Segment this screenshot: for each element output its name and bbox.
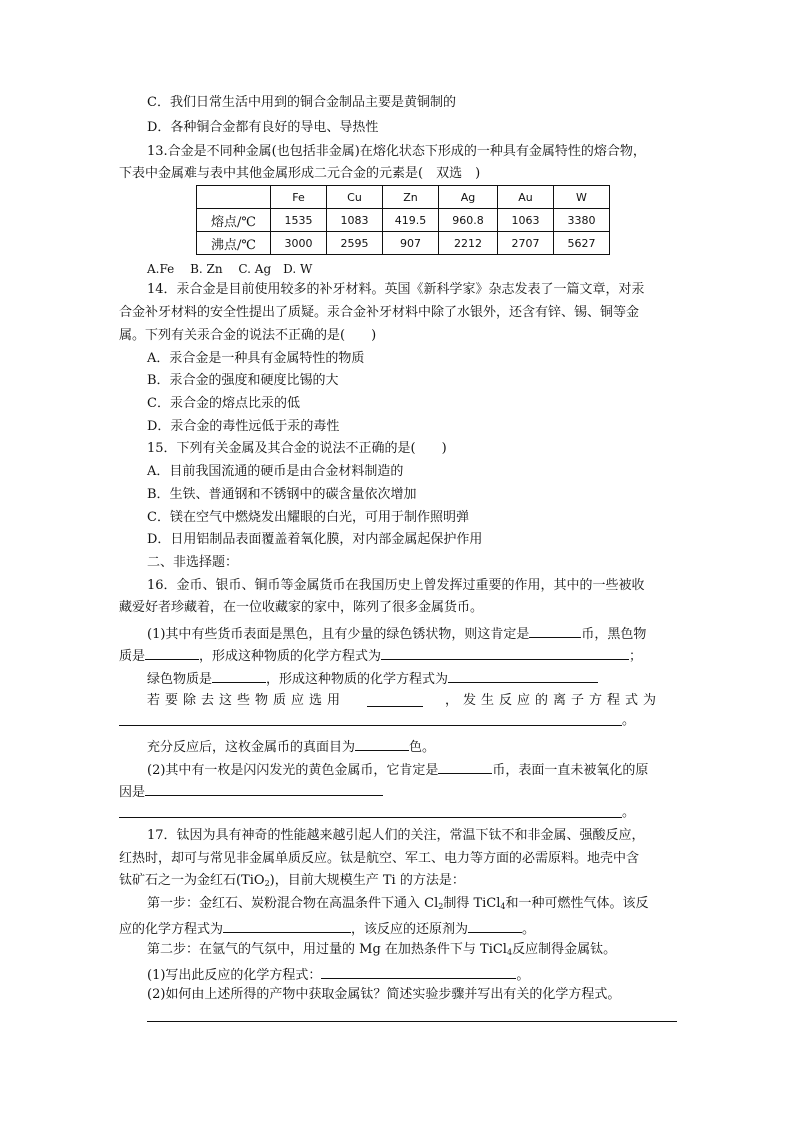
line-end-period: 。 bbox=[622, 713, 636, 728]
answer-blank[interactable] bbox=[355, 736, 409, 751]
text-span: 色。 bbox=[409, 740, 436, 755]
answer-blank[interactable] bbox=[438, 759, 492, 774]
table-row bbox=[197, 232, 610, 255]
text-span: 因是 bbox=[119, 785, 146, 800]
q17-step1-line2 bbox=[119, 918, 535, 939]
text-span: 钛矿石之一为金红石(TiO bbox=[119, 873, 265, 888]
answer-blank[interactable] bbox=[448, 668, 598, 683]
q14-stem-line3: 属。下列有关汞合金的说法不正确的是( ) bbox=[119, 328, 377, 343]
q16-part1-line6 bbox=[147, 736, 435, 757]
row-label-boiling-point: 沸点/℃ bbox=[197, 232, 271, 255]
q13-options: A.Fe B. Zn C. Ag D. W bbox=[147, 262, 313, 276]
q16-stem-line1: 16．金币、银币、铜币等金属货币在我国历史上曾发挥过重要的作用，其中的一些被收 bbox=[147, 578, 645, 593]
table-header-cell: W bbox=[554, 186, 610, 209]
answer-blank[interactable] bbox=[468, 918, 522, 933]
text-span: 应的化学方程式为 bbox=[119, 922, 224, 937]
q17-part2: (2)如何由上述所得的产物中获取金属钛？简述实验步骤并写出有关的化学方程式。 bbox=[147, 987, 621, 1002]
table-header-cell: Cu bbox=[327, 186, 383, 209]
text-span: (1)写出此反应的化学方程式： bbox=[147, 968, 322, 983]
q14-option-b: B．汞合金的强度和硬度比锡的大 bbox=[147, 373, 339, 388]
q13-stem-line2: 下表中金属难与表中其他金属形成二元合金的元素是( 双选 ) bbox=[119, 166, 481, 181]
table-cell: 1535 bbox=[271, 209, 327, 232]
melting-boiling-table bbox=[196, 185, 610, 255]
row-label-melting-point: 熔点/℃ bbox=[197, 209, 271, 232]
answer-blank[interactable] bbox=[223, 918, 351, 933]
answer-blank[interactable] bbox=[212, 668, 266, 683]
q15-option-c: C．镁在空气中燃烧发出耀眼的白光，可用于制作照明弹 bbox=[147, 510, 469, 525]
q16-part2-line2 bbox=[119, 781, 383, 802]
q16-part1-line1 bbox=[147, 623, 646, 644]
q15-option-a: A．目前我国流通的硬币是由合金材料制造的 bbox=[147, 464, 404, 479]
text-span: 第二步：在氩气的气氛中，用过量的 Mg 在加热条件下与 TiCl bbox=[147, 942, 507, 957]
answer-blank[interactable] bbox=[367, 692, 423, 707]
table-cell: 960.8 bbox=[439, 209, 498, 232]
table-header-cell: Ag bbox=[439, 186, 498, 209]
q17-step2 bbox=[147, 941, 616, 959]
table-cell: 3380 bbox=[554, 209, 610, 232]
text-span: 反应制得金属钛。 bbox=[512, 942, 617, 957]
q17-stem-line2: 红热时，却可与常见非金属单质反应。钛是航空、军工、电力等方面的必需原料。地壳中含 bbox=[119, 851, 640, 866]
table-header-cell bbox=[197, 186, 271, 209]
option-d-previous: D．各种铜合金都有良好的导电、导热性 bbox=[147, 120, 379, 135]
text-span: 币，黑色物 bbox=[581, 627, 647, 642]
q16-stem-line2: 藏爱好者珍藏着，在一位收藏家的家中，陈列了很多金属货币。 bbox=[119, 600, 484, 615]
q14-option-d: D．汞合金的毒性远低于汞的毒性 bbox=[147, 419, 340, 434]
text-span: ； bbox=[629, 649, 643, 664]
text-span: 质是 bbox=[119, 649, 146, 664]
q16-part1-line2 bbox=[119, 645, 642, 666]
text-span: ，发生反应的离子方程式为 bbox=[444, 693, 661, 708]
q17-part1 bbox=[147, 964, 529, 985]
text-span: 制得 TiCl bbox=[443, 896, 501, 911]
table-cell: 2212 bbox=[439, 232, 498, 255]
text-span: (1)其中有些货币表面是黑色，且有少量的绿色锈状物，则这肯定是 bbox=[147, 627, 530, 642]
q17-stem-line3 bbox=[119, 872, 465, 890]
text-span: 。 bbox=[522, 922, 536, 937]
table-cell: 907 bbox=[383, 232, 439, 255]
table-header-cell: Fe bbox=[271, 186, 327, 209]
text-span: 。 bbox=[516, 968, 530, 983]
text-span: 和一种可燃性气体。该反 bbox=[505, 896, 649, 911]
line-end-period: 。 bbox=[622, 805, 636, 820]
answer-blank[interactable] bbox=[145, 645, 199, 660]
q15-option-d: D．日用铝制品表面覆盖着氧化膜，对内部金属起保护作用 bbox=[147, 532, 483, 547]
text-span: ，该反应的还原剂为 bbox=[351, 922, 469, 937]
table-cell: 5627 bbox=[554, 232, 610, 255]
text-span: )，目前大规模生产 Ti 的方法是： bbox=[269, 873, 465, 888]
table-cell: 1083 bbox=[327, 209, 383, 232]
text-span: 第一步：金红石、炭粉混合物在高温条件下通入 Cl bbox=[147, 896, 439, 911]
answer-line[interactable] bbox=[147, 1021, 677, 1022]
q16-part1-line3 bbox=[147, 668, 598, 689]
subscript: 4 bbox=[500, 902, 506, 911]
q14-option-a: A．汞合金是一种具有金属特性的物质 bbox=[147, 351, 365, 366]
answer-line[interactable] bbox=[119, 725, 622, 726]
q14-stem-line2: 合金补牙材料的安全性提出了质疑。汞合金补牙材料中除了水银外，还含有锌、锡、铜等金 bbox=[119, 305, 640, 320]
q16-part2-line1 bbox=[147, 759, 648, 780]
table-cell: 2595 bbox=[327, 232, 383, 255]
answer-blank[interactable] bbox=[145, 781, 383, 796]
table-row bbox=[197, 209, 610, 232]
subscript: 2 bbox=[438, 902, 444, 911]
q17-stem-line1: 17．钛因为具有神奇的性能越来越引起人们的关注，常温下钛不和非金属、强酸反应， bbox=[147, 828, 645, 843]
answer-line[interactable] bbox=[119, 817, 622, 818]
justified-line bbox=[147, 692, 661, 710]
table-header-cell: Au bbox=[498, 186, 554, 209]
text-span: ，形成这种物质的化学方程式为 bbox=[266, 672, 449, 687]
table-cell: 419.5 bbox=[383, 209, 439, 232]
option-c-previous: C．我们日常生活中用到的铜合金制品主要是黄铜制的 bbox=[147, 95, 456, 110]
q14-stem-line1: 14．汞合金是目前使用较多的补牙材料。英国《新科学家》杂志发表了一篇文章，对汞 bbox=[147, 282, 645, 297]
q17-step1-line1 bbox=[147, 895, 649, 913]
text-span: 绿色物质是 bbox=[147, 672, 213, 687]
text-span: 若要除去这些物质应选用 bbox=[147, 693, 346, 708]
q15-stem: 15．下列有关金属及其合金的说法不正确的是( ) bbox=[147, 441, 447, 456]
q16-part1-line4 bbox=[147, 692, 661, 710]
q14-option-c: C．汞合金的熔点比汞的低 bbox=[147, 396, 300, 411]
table-cell: 3000 bbox=[271, 232, 327, 255]
text-span: 币，表面一直未被氧化的原 bbox=[492, 763, 649, 778]
subscript: 4 bbox=[506, 948, 513, 957]
answer-blank[interactable] bbox=[321, 964, 516, 979]
text-span: 充分反应后，这枚金属币的真面目为 bbox=[147, 740, 356, 755]
table-cell: 2707 bbox=[498, 232, 554, 255]
section-heading-non-choice: 二、非选择题： bbox=[147, 555, 239, 570]
table-header-row bbox=[197, 186, 610, 209]
text-span: ，形成这种物质的化学方程式为 bbox=[199, 649, 382, 664]
table-header-cell: Zn bbox=[383, 186, 439, 209]
subscript: 2 bbox=[264, 879, 270, 888]
table-cell: 1063 bbox=[498, 209, 554, 232]
q13-stem-line1: 13.合金是不同种金属(也包括非金属)在熔化状态下形成的一种具有金属特性的熔合物， bbox=[147, 144, 646, 159]
text-span: (2)其中有一枚是闪闪发光的黄色金属币，它肯定是 bbox=[147, 763, 439, 778]
answer-blank[interactable] bbox=[381, 645, 629, 660]
answer-blank[interactable] bbox=[529, 623, 581, 638]
q15-option-b: B．生铁、普通钢和不锈钢中的碳含量依次增加 bbox=[147, 487, 417, 502]
